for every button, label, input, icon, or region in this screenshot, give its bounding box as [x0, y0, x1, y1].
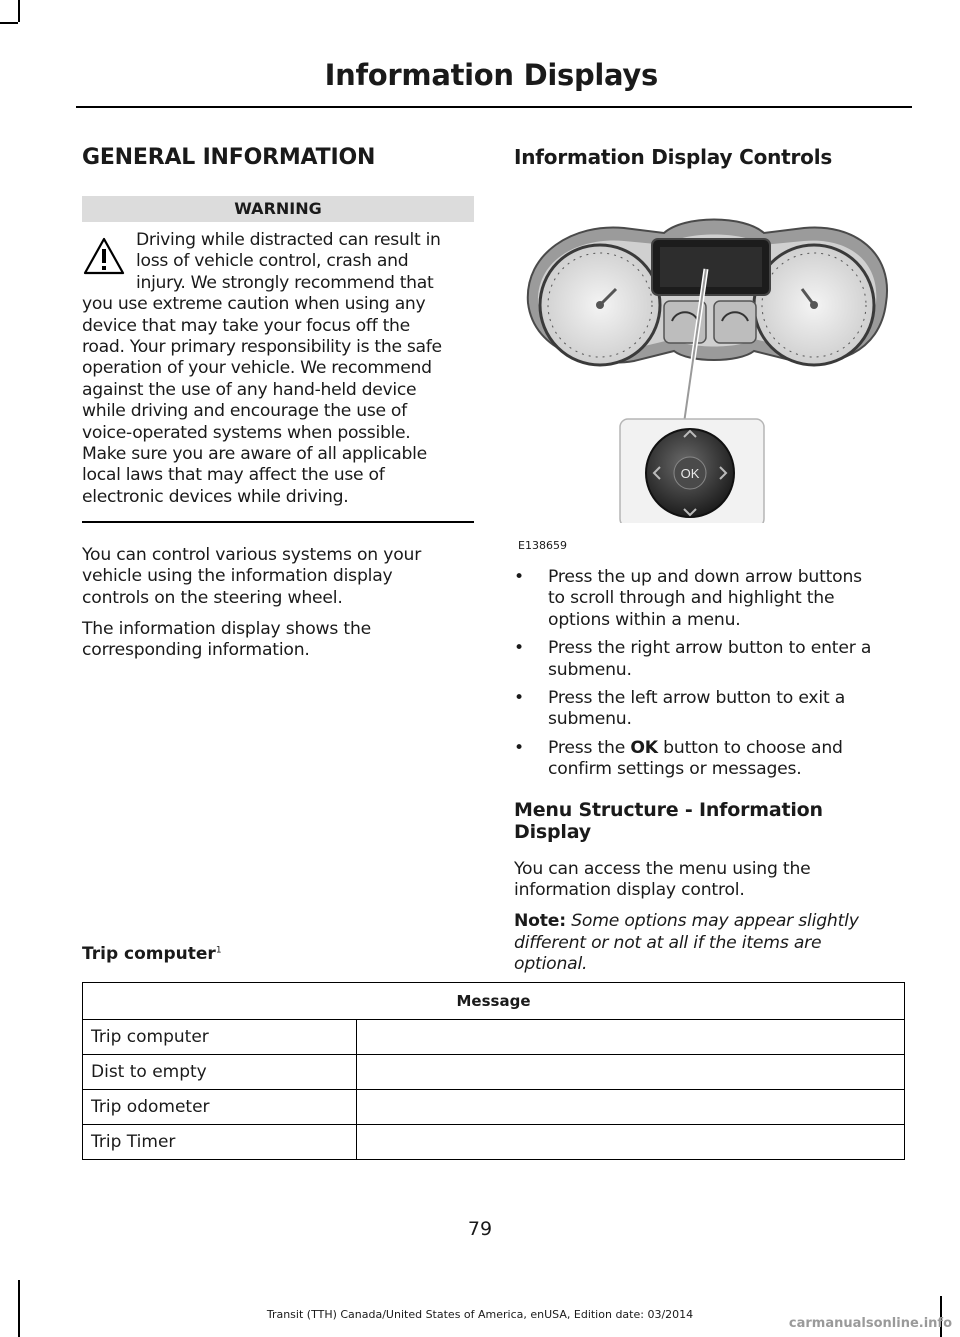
- menu-intro: [514, 859, 912, 902]
- watermark: carmanualsonline.info: [788, 1316, 952, 1331]
- table-row: [83, 1090, 905, 1125]
- bullet-dot: •: [514, 688, 524, 709]
- table-cell: Trip Timer: [83, 1125, 357, 1160]
- table-cell-empty: [357, 1125, 905, 1160]
- bullet-dot: •: [514, 638, 524, 659]
- table-header-row: [83, 983, 905, 1020]
- bullet-line: Press the up and down arrow buttons: [548, 567, 862, 587]
- bullet-text: button to choose and: [657, 737, 843, 758]
- bullet-line: submenu.: [548, 709, 632, 730]
- title-line: Menu Structure - Information: [514, 798, 823, 821]
- warning-line: device that may take your focus off the: [82, 315, 410, 336]
- warning-line: while driving and encourage the use of: [82, 401, 407, 422]
- bullet-item: [514, 738, 912, 781]
- footnote-mark: 1: [215, 945, 222, 956]
- paragraph-line: You can control various systems on your: [82, 544, 422, 565]
- trip-computer-heading: [82, 944, 222, 964]
- table-row: [83, 1125, 905, 1160]
- paragraph-display: [82, 619, 474, 662]
- paragraph-line: information display control.: [514, 880, 745, 901]
- instrument-cluster-figure: [514, 193, 912, 552]
- table-row: [83, 1055, 905, 1090]
- bullet-text: Press the: [548, 737, 631, 758]
- paragraph-line: The information display shows the: [82, 619, 372, 639]
- figure-code: E138659: [518, 539, 567, 552]
- warning-triangle-icon: [82, 236, 126, 276]
- warning-line: electronic devices while driving.: [82, 486, 349, 507]
- warning-label: WARNING: [82, 196, 474, 222]
- bullet-item: [514, 688, 912, 731]
- paragraph-line: corresponding information.: [82, 640, 310, 661]
- footer-text: Transit (TTH) Canada/United States of America, enUSA, Edition date: 03/2014: [266, 1308, 694, 1321]
- warning-line: injury. We strongly recommend that: [136, 272, 434, 293]
- left-column: [82, 145, 474, 662]
- title-line: Display: [514, 820, 591, 843]
- bullet-line: Press the left arrow button to exit a: [548, 688, 846, 709]
- table-row: [83, 1020, 905, 1055]
- warning-line: voice-operated systems when possible.: [82, 422, 411, 443]
- note-label: Note:: [514, 911, 566, 932]
- warning-line: road. Your primary responsibility is the safe: [82, 337, 442, 358]
- instrument-cluster-illustration: [514, 193, 912, 523]
- bullet-dot: •: [514, 737, 524, 758]
- bullet-line: submenu.: [548, 659, 632, 680]
- warning-line: Make sure you are aware of all applicable: [82, 444, 427, 465]
- note: [514, 911, 912, 975]
- bullet-item: [514, 638, 912, 681]
- controls-title: Information Display Controls: [514, 145, 833, 169]
- bullet-line: options within a menu.: [548, 609, 741, 630]
- controls-bullet-list: [514, 567, 912, 781]
- paragraph-line: controls on the steering wheel.: [82, 587, 343, 608]
- warning-rule: [82, 521, 474, 523]
- warning-line: loss of vehicle control, crash and: [136, 251, 409, 272]
- section-title: GENERAL INFORMATION: [82, 145, 376, 170]
- right-column: [514, 145, 912, 976]
- header-rule: [76, 106, 912, 108]
- note-line: optional.: [514, 954, 588, 975]
- page-header-title: Information Displays: [324, 58, 658, 92]
- bullet-line: to scroll through and highlight the: [548, 588, 835, 609]
- paragraph-controls: [82, 545, 474, 609]
- table-header-message: Message: [83, 983, 905, 1020]
- note-line: different or not at all if the items are: [514, 932, 822, 953]
- table-cell-empty: [357, 1020, 905, 1055]
- ok-button-label: OK: [680, 466, 700, 481]
- bullet-line: [548, 738, 912, 759]
- message-table: [82, 982, 905, 1160]
- paragraph-line: vehicle using the information display: [82, 566, 393, 587]
- page-number: 79: [467, 1218, 493, 1240]
- bullet-line: Press the right arrow button to enter a: [548, 638, 872, 659]
- table-cell-empty: [357, 1090, 905, 1125]
- bullet-item: [514, 567, 912, 631]
- warning-text: [82, 230, 474, 508]
- paragraph-line: You can access the menu using the: [514, 858, 811, 879]
- table-cell-empty: [357, 1055, 905, 1090]
- warning-line: you use extreme caution when using any: [82, 294, 426, 315]
- note-text: Some options may appear slightly: [565, 911, 859, 932]
- bullet-line: confirm settings or messages.: [548, 759, 802, 780]
- note-line: [514, 911, 912, 932]
- trip-heading-text: Trip computer: [82, 944, 216, 964]
- warning-line: local laws that may affect the use of: [82, 465, 385, 486]
- warning-line: against the use of any hand-held device: [82, 379, 417, 400]
- table-cell: Trip computer: [83, 1020, 357, 1055]
- warning-line: operation of your vehicle. We recommend: [82, 358, 432, 379]
- menu-structure-title: [514, 799, 912, 843]
- table-cell: Dist to empty: [83, 1055, 357, 1090]
- table-cell: Trip odometer: [83, 1090, 357, 1125]
- ok-emphasis: OK: [630, 737, 658, 758]
- bullet-dot: •: [514, 567, 524, 587]
- crop-mark: [18, 0, 20, 22]
- warning-line: Driving while distracted can result in: [136, 230, 441, 250]
- crop-mark: [0, 22, 18, 24]
